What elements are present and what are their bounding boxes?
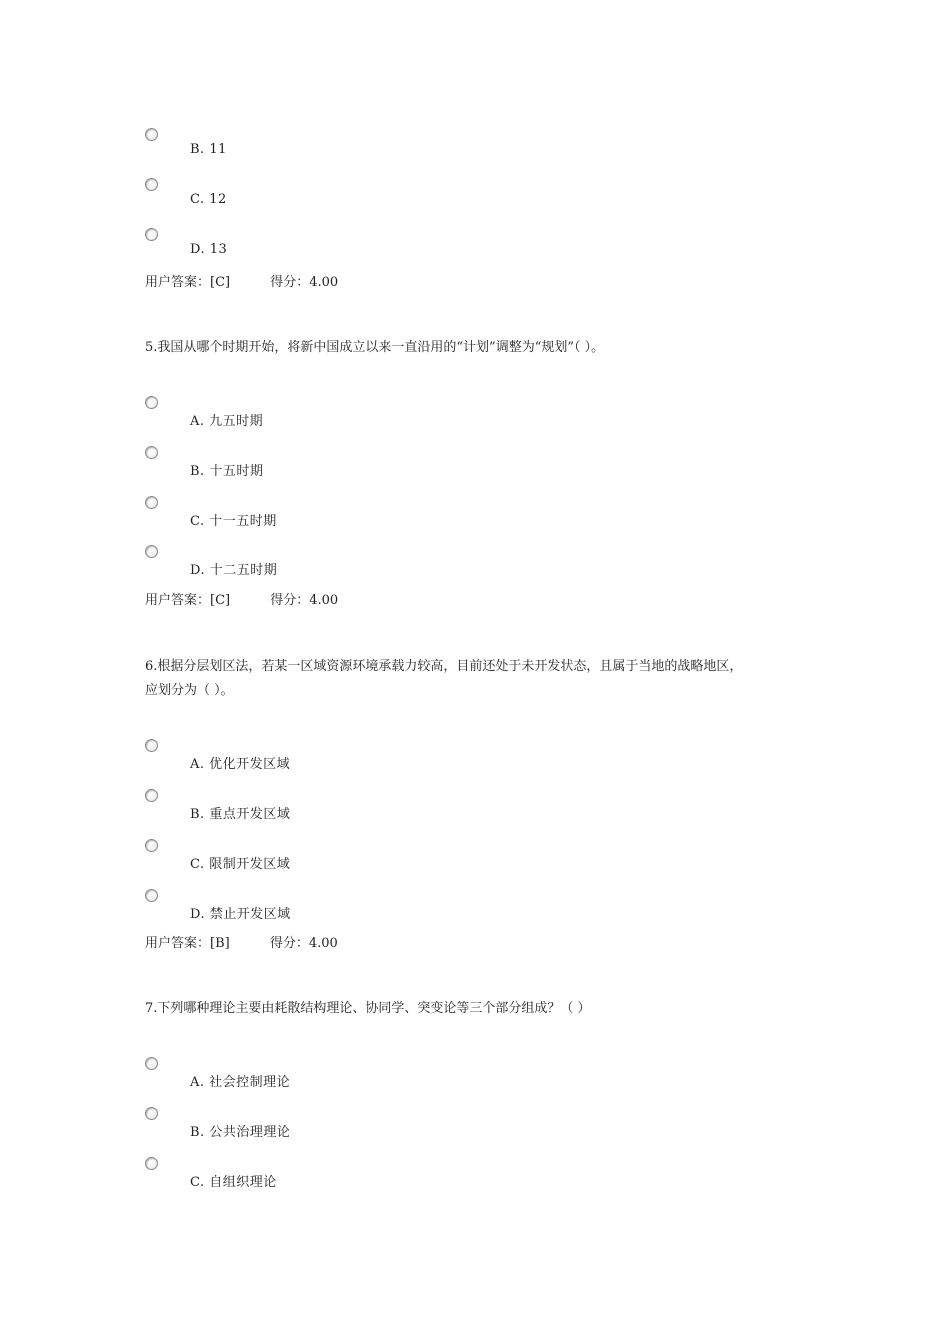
option-q5-b (190, 460, 263, 479)
option-letter: A. (190, 414, 205, 429)
option-q7-c (190, 1171, 277, 1190)
user-answer: 用户答案：[C] (145, 593, 231, 608)
option-letter: B. (190, 1125, 205, 1140)
option-q6-a (190, 753, 290, 772)
answer-line-q5 (145, 589, 338, 608)
option-q4-c (190, 192, 227, 207)
radio-q6-d[interactable] (145, 889, 158, 902)
option-text: 限制开发区域 (209, 857, 291, 872)
option-letter: D. (190, 563, 206, 578)
option-text: 13 (209, 242, 228, 257)
question-text-line-1: 6.根据分层划区法，若某一区域资源环境承载力较高，目前还处于未开发状态，且属于当地的战略地区， (145, 659, 743, 674)
radio-q6-a[interactable] (145, 739, 158, 752)
radio-q7-a[interactable] (145, 1057, 158, 1070)
question-text: 5.我国从哪个时期开始，将新中国成立以来一直沿用的“计划”调整为“规划”（ ）。 (145, 340, 605, 355)
radio-q4-d[interactable] (145, 228, 158, 241)
option-q7-b (190, 1121, 290, 1140)
option-letter: C. (190, 1175, 205, 1190)
question-text-line-2: 应划分为（ ）。 (145, 683, 234, 698)
radio-q5-d[interactable] (145, 545, 158, 558)
option-letter: C. (190, 514, 205, 529)
score: 得分：4.00 (269, 936, 338, 951)
radio-q5-b[interactable] (145, 446, 158, 459)
option-text: 公共治理理论 (209, 1125, 291, 1140)
option-q4-b (190, 142, 227, 157)
radio-q6-b[interactable] (145, 789, 158, 802)
option-q6-d (190, 903, 291, 922)
user-answer: 用户答案：[C] (145, 275, 231, 290)
radio-q7-c[interactable] (145, 1157, 158, 1170)
option-text: 12 (209, 192, 227, 207)
option-text: 自组织理论 (209, 1175, 277, 1190)
option-text: 社会控制理论 (209, 1075, 291, 1090)
option-q5-c (190, 510, 277, 529)
radio-q4-c[interactable] (145, 178, 158, 191)
option-letter: C. (190, 857, 205, 872)
radio-q6-c[interactable] (145, 839, 158, 852)
option-letter: A. (190, 1075, 205, 1090)
option-letter: B. (190, 807, 205, 822)
user-answer: 用户答案：[B] (145, 936, 230, 951)
score: 得分：4.00 (270, 275, 339, 290)
option-q5-a (190, 410, 263, 429)
option-q4-d (190, 242, 227, 257)
option-text: 重点开发区域 (209, 807, 291, 822)
radio-q5-a[interactable] (145, 396, 158, 409)
question-text: 7.下列哪种理论主要由耗散结构理论、协同学、突变论等三个部分组成？（ ） (145, 1001, 591, 1016)
option-text: 11 (209, 142, 227, 157)
option-letter: B. (190, 464, 205, 479)
answer-line-q4 (145, 271, 338, 290)
option-text: 九五时期 (209, 414, 264, 429)
option-letter: D. (190, 907, 206, 922)
option-letter: B. (190, 142, 205, 157)
option-q5-d (190, 559, 277, 578)
answer-line-q6 (145, 932, 338, 951)
radio-q7-b[interactable] (145, 1107, 158, 1120)
option-letter: A. (190, 757, 205, 772)
score: 得分：4.00 (270, 593, 339, 608)
option-text: 优化开发区域 (209, 757, 291, 772)
option-letter: D. (190, 242, 206, 257)
option-q7-a (190, 1071, 290, 1090)
option-q6-c (190, 853, 290, 872)
radio-q5-c[interactable] (145, 496, 158, 509)
option-text: 十一五时期 (209, 514, 277, 529)
option-text: 禁止开发区域 (209, 907, 291, 922)
option-q6-b (190, 803, 290, 822)
option-text: 十二五时期 (209, 563, 278, 578)
option-text: 十五时期 (209, 464, 264, 479)
radio-q4-b[interactable] (145, 128, 158, 141)
option-letter: C. (190, 192, 205, 207)
